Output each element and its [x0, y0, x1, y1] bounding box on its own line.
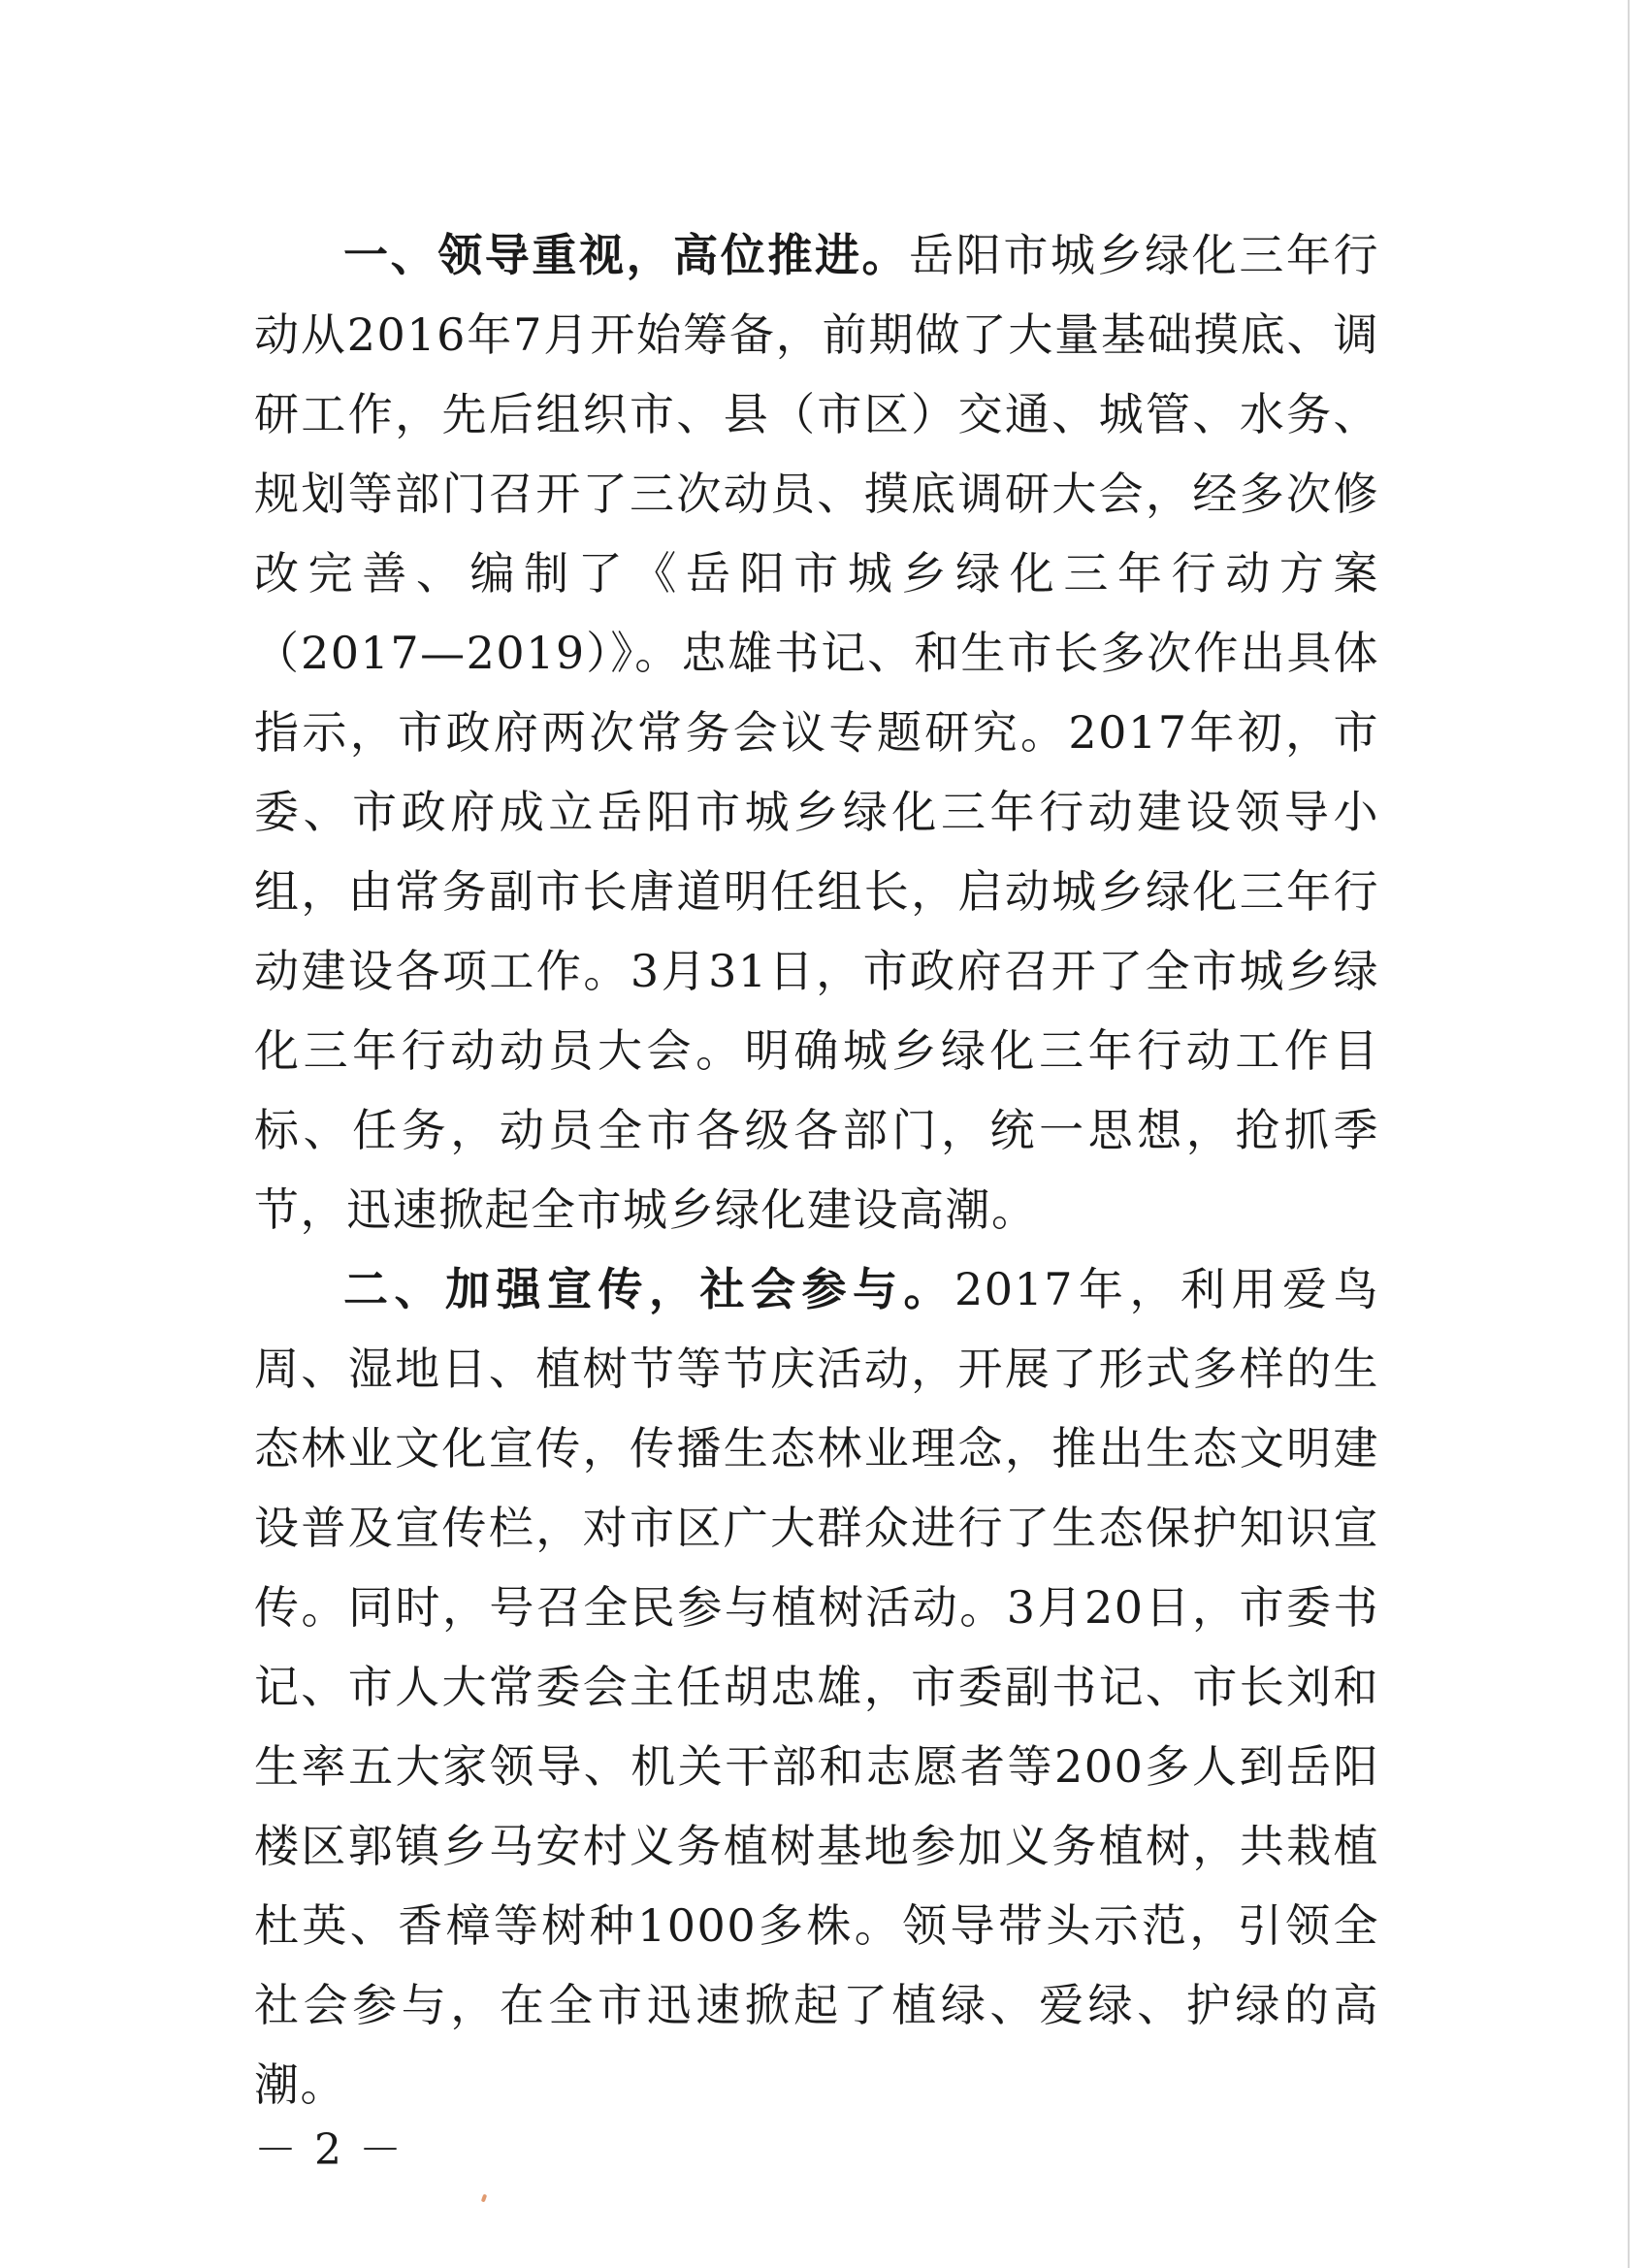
paragraph-text: 岳阳市城乡绿化三年行动从2016年7月开始筹备，前期做了大量基础摸底、调研工作，先后组织市、县（市区）交通、城管、水务、规划等部门召开了三次动员、摸底调研大会，经多次修改完善、编制了《岳阳市城乡绿化三年行动方案（2017—2019）》。忠雄书记、和生市长多次作出具体指示，市政府两次常务会议专题研究。2017年初，市委、市政府成立岳阳市城乡绿化三年行动建设领导小组，由常务副市长唐道明任组长，启动城乡绿化三年行动建设各项工作。3月31日，市政府召开了全市城乡绿化三年行动动员大会。明确城乡绿化三年行动工作目标、任务，动员全市各级各部门，统一思想，抢抓季节，迅速掀起全市城乡绿化建设高潮。 [254, 229, 1380, 1236]
paragraph-heading: 二、加强宣传，社会参与。 [343, 1263, 954, 1315]
scan-speck [481, 2194, 487, 2203]
scan-edge-line [1628, 0, 1630, 2268]
paragraph-text: 2017年，利用爱鸟周、湿地日、植树节等节庆活动，开展了形式多样的生态林业文化宣传，传播生态林业理念，推出生态文明建设普及宣传栏，对市区广大群众进行了生态保护知识宣传。同时，号召全民参与植树活动。3月20日，市委书记、市人大常委会主任胡忠雄，市委副书记、市长刘和生率五大家领导、机关干部和志愿者等200多人到岳阳楼区郭镇乡马安村义务植树基地参加义务植树，共栽植杜英、香樟等树种1000多株。领导带头示范，引领全社会参与，在全市迅速掀起了植绿、爱绿、护绿的高潮。 [254, 1263, 1379, 2111]
paragraph-publicity [254, 1249, 1379, 2124]
document-body [254, 215, 1379, 2124]
paragraph-heading: 一、领导重视，高位推进。 [343, 229, 910, 281]
page-number: － 2 － [254, 2125, 404, 2175]
paragraph-leadership [254, 215, 1379, 1249]
